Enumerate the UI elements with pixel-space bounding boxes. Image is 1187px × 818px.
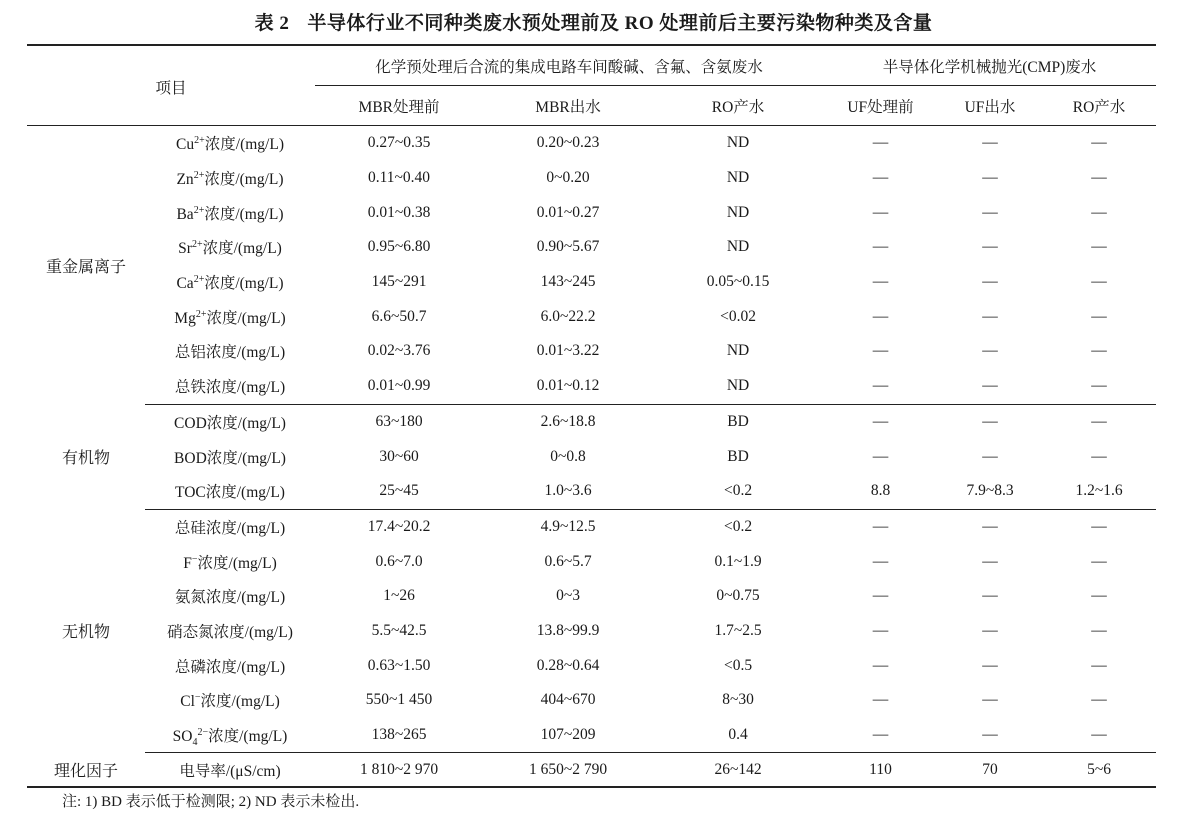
item-cell (145, 439, 315, 474)
item-rest: 浓度/(mg/L) (197, 554, 277, 572)
table-row (27, 369, 1156, 404)
value-cell: — (1091, 412, 1107, 430)
value-cell: — (872, 238, 889, 256)
header-group-cmp-wastewater: 半导体化学机械抛光(CMP)废水 (823, 45, 1156, 86)
item-cell (145, 579, 315, 614)
value-cell: 0.28~0.64 (536, 656, 600, 674)
value-cell: — (982, 342, 998, 360)
value-cell: ND (726, 203, 750, 221)
value-cell: 0.01~3.22 (536, 342, 600, 360)
item-sup: 2+ (193, 169, 205, 181)
value-cell: 1 810~2 970 (315, 753, 483, 788)
value-cell: — (982, 552, 998, 570)
item-base: 硝态氮浓度/(mg/L) (167, 623, 293, 641)
value-cell: — (982, 169, 998, 187)
table-row (27, 579, 1156, 614)
value-cell: 0.1~1.9 (714, 552, 762, 570)
item-sup: 2− (197, 726, 209, 738)
item-base: 总硅浓度/(mg/L) (174, 519, 286, 537)
value-cell: — (872, 273, 889, 291)
value-cell: 143~245 (540, 273, 596, 291)
item-cell (145, 614, 315, 649)
value-cell: 0~0.75 (716, 587, 760, 605)
item-cell (145, 544, 315, 579)
value-cell: — (872, 587, 889, 605)
item-rest: 浓度/(mg/L) (204, 205, 284, 223)
item-rest: 浓度/(mg/L) (202, 240, 282, 258)
item-base: 电导率/(μS/cm) (179, 762, 281, 780)
value-cell: 0.20~0.23 (536, 134, 600, 152)
table-row (27, 683, 1156, 718)
item-base: COD浓度/(mg/L) (174, 414, 286, 432)
value-cell: 5.5~42.5 (371, 621, 427, 639)
value-cell: — (1091, 307, 1107, 325)
value-cell: 0.63~1.50 (367, 656, 431, 674)
value-cell: — (872, 621, 889, 639)
value-cell: BD (727, 412, 749, 430)
column-header-4: UF出水 (938, 86, 1042, 126)
value-cell: 1.2~1.6 (1042, 474, 1156, 509)
table-row (27, 439, 1156, 474)
value-cell: — (1091, 587, 1107, 605)
value-cell: — (1091, 447, 1107, 465)
value-cell: — (938, 369, 1042, 404)
group-3 (27, 753, 1156, 788)
value-cell: 145~291 (371, 273, 427, 291)
table-row (27, 648, 1156, 683)
value-cell: 0.01~0.27 (536, 203, 600, 221)
item-sup: 2+ (193, 204, 205, 216)
column-header-3: UF处理前 (823, 86, 938, 126)
item-rest: 浓度/(mg/L) (204, 136, 284, 154)
item-base: Zn (176, 171, 194, 189)
value-cell: — (872, 307, 889, 325)
value-cell: 1~26 (383, 587, 415, 605)
value-cell: — (1042, 718, 1156, 753)
value-cell: — (872, 169, 889, 187)
value-cell: 25~45 (315, 474, 483, 509)
table-row (27, 195, 1156, 230)
item-cell (145, 334, 315, 369)
value-cell: 0~0.8 (550, 447, 586, 465)
value-cell: 30~60 (379, 447, 419, 465)
category-cell: 理化因子 (27, 753, 145, 788)
group-0 (27, 126, 1156, 405)
table-row (27, 544, 1156, 579)
value-cell: 0.90~5.67 (536, 238, 600, 256)
table-row (27, 509, 1156, 544)
value-cell: — (1091, 134, 1107, 152)
item-sup: − (191, 553, 198, 565)
header-item: 项目 (27, 45, 315, 126)
value-cell: — (823, 718, 938, 753)
value-cell: — (1042, 369, 1156, 404)
item-base: 总铁浓度/(mg/L) (174, 379, 286, 397)
item-cell (145, 404, 315, 439)
value-cell: <0.5 (723, 656, 753, 674)
item-base: BOD浓度/(mg/L) (174, 449, 286, 467)
category-cell: 无机物 (61, 624, 110, 642)
item-sup: 2+ (193, 273, 205, 285)
value-cell: 70 (938, 753, 1042, 788)
value-cell: — (938, 718, 1042, 753)
item-sup: 2+ (194, 135, 205, 147)
item-rest: 浓度/(mg/L) (206, 309, 286, 327)
value-cell: 8.8 (823, 474, 938, 509)
item-cell (145, 230, 315, 265)
table-row (27, 334, 1156, 369)
value-cell: 0.95~6.80 (367, 238, 431, 256)
value-cell: 6.0~22.2 (540, 307, 596, 325)
value-cell: 17.4~20.2 (367, 517, 431, 535)
value-cell: — (872, 412, 889, 430)
item-cell (145, 126, 315, 161)
item-cell (145, 474, 315, 509)
value-cell: — (1091, 342, 1107, 360)
column-header-0: MBR处理前 (315, 86, 483, 126)
value-cell: — (982, 587, 998, 605)
value-cell: — (823, 369, 938, 404)
value-cell: 8~30 (722, 691, 754, 709)
item-rest: 浓度/(mg/L) (204, 171, 284, 189)
value-cell: — (872, 134, 889, 152)
item-cell (145, 509, 315, 544)
value-cell: 138~265 (315, 718, 483, 753)
item-base: TOC浓度/(mg/L) (175, 484, 285, 502)
item-base: Ba (176, 205, 194, 223)
group-1 (27, 404, 1156, 509)
value-cell: — (1091, 169, 1107, 187)
value-cell: 0.27~0.35 (367, 134, 431, 152)
table-title (0, 8, 1187, 35)
table-row (27, 161, 1156, 196)
table-caption: 半导体行业不同种类废水预处理前及 RO 处理前后主要污染物种类及含量 (307, 13, 933, 34)
value-cell: — (982, 238, 998, 256)
item-cell (145, 299, 315, 334)
value-cell: ND (653, 369, 823, 404)
item-rest: 浓度/(mg/L) (200, 693, 280, 711)
value-cell: 6.6~50.7 (371, 307, 427, 325)
value-cell: <0.2 (653, 474, 823, 509)
item-cell (145, 265, 315, 300)
item-base: Cu (176, 136, 195, 154)
value-cell: — (872, 203, 889, 221)
item-cell (145, 683, 315, 718)
value-cell: — (872, 552, 889, 570)
value-cell: — (982, 517, 998, 535)
category-cell: 重金属离子 (45, 258, 126, 276)
item-cell (145, 648, 315, 683)
value-cell: 7.9~8.3 (938, 474, 1042, 509)
value-cell: ND (726, 238, 750, 256)
item-base: Sr (178, 240, 192, 258)
column-header-1: MBR出水 (483, 86, 653, 126)
value-cell: 0.4 (653, 718, 823, 753)
item-base: SO (172, 728, 193, 746)
value-cell: 1.7~2.5 (714, 621, 762, 639)
item-base: Ca (176, 275, 194, 293)
item-cell (145, 718, 315, 753)
item-base: F (183, 554, 192, 572)
value-cell: — (982, 621, 998, 639)
value-cell: ND (726, 169, 750, 187)
value-cell: 26~142 (653, 753, 823, 788)
column-header-5: RO产水 (1042, 86, 1156, 126)
value-cell: 5~6 (1042, 753, 1156, 788)
value-cell: 0.05~0.15 (706, 273, 770, 291)
table-row (27, 299, 1156, 334)
item-base: 总磷浓度/(mg/L) (174, 658, 286, 676)
item-base: Mg (174, 309, 196, 327)
item-sub: 4 (192, 737, 198, 749)
value-cell: — (872, 656, 889, 674)
value-cell: — (1091, 691, 1107, 709)
value-cell: <0.2 (723, 517, 753, 535)
table-row (27, 614, 1156, 649)
value-cell: — (1091, 656, 1107, 674)
value-cell: — (982, 134, 998, 152)
value-cell: 63~180 (375, 412, 423, 430)
value-cell: — (982, 447, 998, 465)
table-number: 表 2 (254, 13, 290, 34)
value-cell: 110 (823, 753, 938, 788)
table-row (27, 404, 1156, 439)
value-cell: — (872, 447, 889, 465)
pollutant-table (27, 44, 1156, 788)
table-row (27, 718, 1156, 753)
value-cell: ND (726, 342, 750, 360)
value-cell: 0.01~0.38 (367, 203, 431, 221)
item-cell (145, 195, 315, 230)
value-cell: — (872, 342, 889, 360)
value-cell: — (1091, 517, 1107, 535)
value-cell: 0~0.20 (546, 169, 590, 187)
item-cell (145, 753, 315, 788)
item-cell (145, 161, 315, 196)
value-cell: 2.6~18.8 (540, 412, 596, 430)
table-row (27, 265, 1156, 300)
value-cell: — (982, 691, 998, 709)
item-base: 总铝浓度/(mg/L) (174, 344, 286, 362)
item-cell (145, 369, 315, 404)
item-sup: 2+ (191, 239, 203, 251)
item-rest: 浓度/(mg/L) (208, 728, 288, 746)
value-cell: — (982, 203, 998, 221)
value-cell: 1.0~3.6 (483, 474, 653, 509)
value-cell: — (1091, 552, 1107, 570)
item-base: 氨氮浓度/(mg/L) (174, 589, 286, 607)
value-cell: — (1091, 203, 1107, 221)
value-cell: — (1091, 621, 1107, 639)
value-cell: 404~670 (540, 691, 596, 709)
table-row (27, 474, 1156, 509)
item-rest: 浓度/(mg/L) (204, 275, 284, 293)
group-2 (27, 509, 1156, 753)
item-base: Cl (180, 693, 195, 711)
value-cell: — (1091, 238, 1107, 256)
value-cell: 1 650~2 790 (483, 753, 653, 788)
table-row (27, 126, 1156, 161)
value-cell: 107~209 (483, 718, 653, 753)
value-cell: 550~1 450 (365, 691, 433, 709)
table-row (27, 230, 1156, 265)
table-note: 注: 1) BD 表示低于检测限; 2) ND 表示未检出. (62, 794, 360, 810)
value-cell: 4.9~12.5 (540, 517, 596, 535)
value-cell: 0.01~0.99 (315, 369, 483, 404)
value-cell: 0.02~3.76 (367, 342, 431, 360)
value-cell: — (982, 412, 998, 430)
value-cell: — (1091, 273, 1107, 291)
item-sup: 2+ (195, 308, 207, 320)
header-group-ic-wastewater: 化学预处理后合流的集成电路车间酸碱、含氟、含氨废水 (315, 45, 823, 86)
value-cell: 0~3 (556, 587, 580, 605)
value-cell: 0.6~7.0 (375, 552, 423, 570)
value-cell: — (982, 273, 998, 291)
column-header-2: RO产水 (653, 86, 823, 126)
value-cell: 13.8~99.9 (536, 621, 600, 639)
value-cell: 0.6~5.7 (544, 552, 592, 570)
value-cell: — (872, 517, 889, 535)
value-cell: BD (727, 447, 749, 465)
value-cell: <0.02 (720, 307, 756, 325)
table-row (27, 753, 1156, 788)
category-cell: 有机物 (61, 450, 110, 468)
item-sup: − (194, 692, 201, 704)
value-cell: — (982, 307, 998, 325)
value-cell: 0.01~0.12 (483, 369, 653, 404)
value-cell: ND (726, 134, 750, 152)
value-cell: — (872, 691, 889, 709)
value-cell: — (982, 656, 998, 674)
value-cell: 0.11~0.40 (367, 169, 431, 187)
